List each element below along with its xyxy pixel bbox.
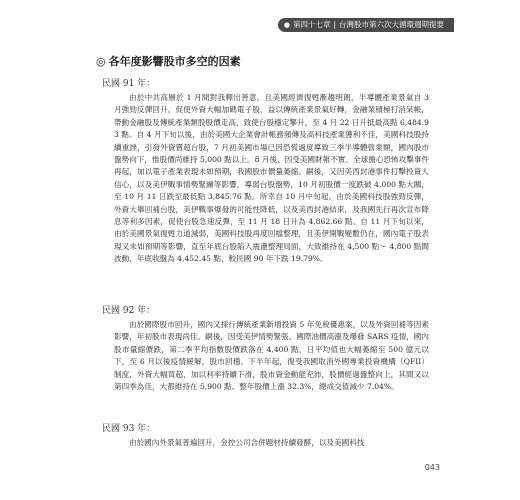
paragraph-93: 由於國內外景氣普遍回升，金控公司合併題材持續發酵，以及美國科技 (129, 438, 365, 447)
paragraph-92: 由於國際股市回升，國內又採行傳統產業新增投資 5 年免稅優惠案，以及外資回補等因素影響，年初股市表現尚佳。嗣後，因受美伊情勢緊張、國際油價高漲及爆發 SARS 疫情，國內股市量縮價跌，第二季平均指數股價跌落在 4,400 點，日平均值也大幅萎縮至 500 億元以下，至 6 月以後疫情緩解，股市回穩。下半年起，復受我國取消外國專業投資機構（QFII）制度，外資大幅買超，加以利率持續下滑，股市資金動能充沛，股價經過盤整向上，其間又以第四季為佳，大都維持在 5,900 點。整年股價上漲 32.3%，總成交值減少 7.04%。 (114, 320, 429, 392)
chapter-header-tab (278, 18, 454, 32)
section-title: 各年度影響股市多空的因素 (108, 55, 241, 68)
year-label-91: 民國 91 年： (102, 79, 156, 89)
chapter-title: 台灣股市第六次大循環週期提要 (339, 20, 444, 29)
section-heading (96, 53, 241, 69)
year-label-93: 民國 93 年： (102, 424, 156, 434)
paragraph-91: 由於中共高層於 1 月間對我釋出善意，且美國經濟復甦漸趨明朗，半導體產業景氣自 3 月強勁反彈回升，促使外資大幅加碼電子股，益以傳統產業景氣好轉，金融業積極打消呆帳，帶動金融股及傳統產業類股股價走高，致使台股穩定攀升，至 4 月 22 日升抵最高點 6,484.93 點。自 4 月下旬以後，由於美國大企業會計帳務頻傳及高科技產業獲利不佳，美國科技股持續重挫，引發外資賣超台股，7 月初美國市場已因恐慌過度導致三季半導體營業額，國內股市盤勢向下，惟股價尚維持 5,000 點以上。8 月後，因受美國財報不實、全球擔心恐怖攻擊事件再起，加以電子產業表現未如預期，我國股市價量萎縮。嗣後，又因美西封港事件打擊投資人信心，以及美伊戰事情勢緊繃等影響，導弱台股盤勢，10 月初股價一度跌破 4,000 點大關，至 10 月 11 日跌至最低點 3,845.76 點。所幸自 10 月中旬起，由於美國科技股強勁反彈，外資大舉回補台股，美伊戰事爆發的可能性降低，以及美西封港結束，及我國先行再次宣布降息等利多因素，促使台股急速反彈，至 11 月 18 日升為 4,862.66 點。自 11 月下旬以來，由於美國景氣復甦力道減弱，美國科技股再度回檔整理，且美伊開戰變數仍在，國內電子股表現又未如預期等影響，直至年底台股陷入震盪整理局面，大致維持在 4,500 點～ 4,800 點間波動，年底收盤為 4,452.45 點，較民國 90 年下跌 19.79%。 (114, 93, 432, 264)
chapter-number: 第四十七章 (292, 20, 331, 29)
section-bullet-icon: ◎ (96, 55, 106, 68)
page-number: 043 (424, 463, 440, 472)
header-separator: | (333, 20, 336, 29)
year-label-92: 民國 92 年： (102, 306, 156, 316)
header-bullet-icon: ● (283, 21, 290, 29)
